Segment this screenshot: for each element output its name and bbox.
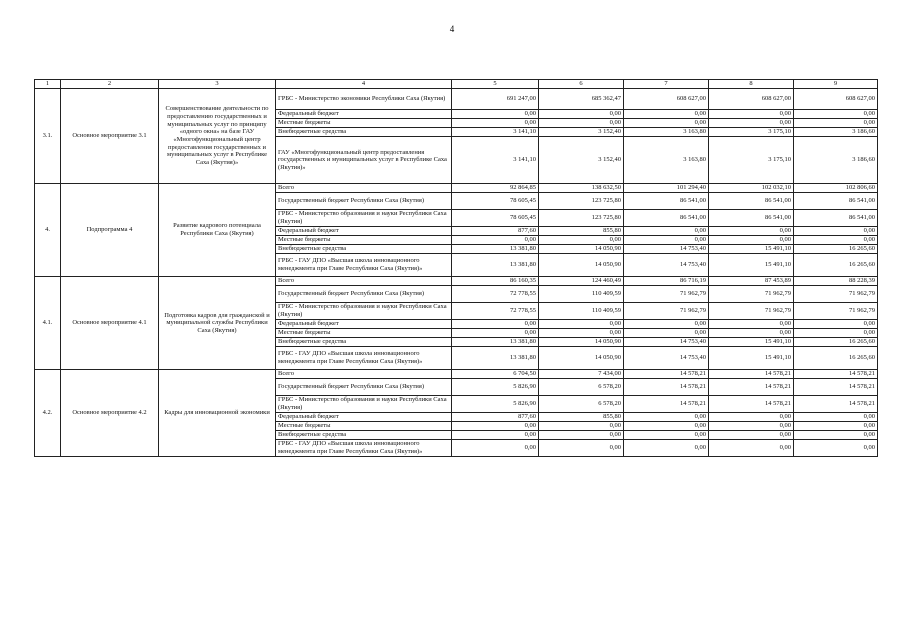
funding-source-label: Государственный бюджет Республики Саха (Якутия)	[276, 286, 452, 303]
amount-cell: 691 247,00	[452, 89, 539, 110]
amount-cell: 0,00	[539, 431, 624, 440]
amount-cell: 0,00	[452, 236, 539, 245]
amount-cell: 92 864,85	[452, 184, 539, 193]
amount-cell: 14 578,21	[624, 370, 709, 379]
funding-source-label: ГРБС - Министерство образования и науки Республики Саха (Якутия)	[276, 210, 452, 227]
amount-cell: 0,00	[794, 320, 878, 329]
amount-cell: 14 578,21	[624, 396, 709, 413]
amount-cell: 86 541,00	[794, 193, 878, 210]
amount-cell: 110 409,59	[539, 286, 624, 303]
header-cell: 6	[539, 80, 624, 89]
amount-cell: 0,00	[624, 320, 709, 329]
amount-cell: 0,00	[794, 110, 878, 119]
amount-cell: 0,00	[452, 320, 539, 329]
amount-cell: 71 962,79	[794, 303, 878, 320]
amount-cell: 0,00	[709, 422, 794, 431]
amount-cell: 71 962,79	[709, 303, 794, 320]
amount-cell: 0,00	[539, 329, 624, 338]
funding-source-label: ГРБС - ГАУ ДПО «Высшая школа инновационного менеджмента при Главе Республики Саха (Якутия)»	[276, 254, 452, 277]
amount-cell: 0,00	[624, 329, 709, 338]
amount-cell: 16 265,60	[794, 254, 878, 277]
table-row	[35, 89, 878, 110]
amount-cell: 78 605,45	[452, 193, 539, 210]
budget-table	[34, 79, 878, 457]
amount-cell: 685 362,47	[539, 89, 624, 110]
amount-cell: 87 453,89	[709, 277, 794, 286]
funding-source-label: ГРБС - ГАУ ДПО «Высшая школа инновационного менеджмента при Главе Республики Саха (Якутия)»	[276, 440, 452, 457]
amount-cell: 102 806,60	[794, 184, 878, 193]
row-description: Подготовка кадров для гражданской и муниципальной службы Республики Саха (Якутия)	[159, 277, 276, 370]
row-code: 4.	[35, 184, 61, 277]
amount-cell: 0,00	[709, 320, 794, 329]
funding-source-label: ГРБС - Министерство образования и науки Республики Саха (Якутия)	[276, 396, 452, 413]
amount-cell: 608 627,00	[624, 89, 709, 110]
amount-cell: 0,00	[794, 236, 878, 245]
amount-cell: 3 163,80	[624, 137, 709, 184]
amount-cell: 0,00	[452, 329, 539, 338]
amount-cell: 0,00	[709, 440, 794, 457]
amount-cell: 608 627,00	[709, 89, 794, 110]
amount-cell: 0,00	[452, 431, 539, 440]
table-row	[35, 184, 878, 193]
funding-source-label: Федеральный бюджет	[276, 227, 452, 236]
amount-cell: 0,00	[624, 440, 709, 457]
amount-cell: 0,00	[452, 110, 539, 119]
amount-cell: 5 826,90	[452, 396, 539, 413]
amount-cell: 72 778,55	[452, 286, 539, 303]
funding-source-label: Местные бюджеты	[276, 329, 452, 338]
funding-source-label: Внебюджетные средства	[276, 431, 452, 440]
amount-cell: 3 175,10	[709, 128, 794, 137]
amount-cell: 0,00	[624, 431, 709, 440]
amount-cell: 101 294,40	[624, 184, 709, 193]
amount-cell: 14 578,21	[794, 379, 878, 396]
amount-cell: 14 578,21	[709, 379, 794, 396]
amount-cell: 123 725,80	[539, 193, 624, 210]
amount-cell: 0,00	[794, 422, 878, 431]
amount-cell: 855,80	[539, 227, 624, 236]
funding-source-label: Государственный бюджет Республики Саха (Якутия)	[276, 193, 452, 210]
amount-cell: 0,00	[709, 110, 794, 119]
amount-cell: 71 962,79	[624, 303, 709, 320]
amount-cell: 0,00	[709, 227, 794, 236]
row-name: Основное мероприятие 3.1	[61, 89, 159, 184]
amount-cell: 3 152,40	[539, 137, 624, 184]
amount-cell: 6 578,20	[539, 396, 624, 413]
amount-cell: 0,00	[624, 422, 709, 431]
amount-cell: 14 578,21	[709, 396, 794, 413]
amount-cell: 0,00	[794, 227, 878, 236]
amount-cell: 0,00	[539, 422, 624, 431]
funding-source-label: Местные бюджеты	[276, 119, 452, 128]
amount-cell: 3 141,10	[452, 128, 539, 137]
amount-cell: 0,00	[709, 329, 794, 338]
amount-cell: 3 186,60	[794, 137, 878, 184]
amount-cell: 71 962,79	[624, 286, 709, 303]
amount-cell: 86 541,00	[624, 210, 709, 227]
page-number: 4	[449, 24, 455, 34]
funding-source-label: ГРБС - Министерство экономики Республики Саха (Якутия)	[276, 89, 452, 110]
amount-cell: 138 632,50	[539, 184, 624, 193]
amount-cell: 0,00	[452, 119, 539, 128]
amount-cell: 71 962,79	[709, 286, 794, 303]
amount-cell: 14 753,40	[624, 347, 709, 370]
amount-cell: 7 434,00	[539, 370, 624, 379]
amount-cell: 110 409,59	[539, 303, 624, 320]
amount-cell: 0,00	[624, 236, 709, 245]
amount-cell: 78 605,45	[452, 210, 539, 227]
amount-cell: 608 627,00	[794, 89, 878, 110]
row-code: 3.1.	[35, 89, 61, 184]
amount-cell: 86 541,00	[709, 210, 794, 227]
amount-cell: 3 175,10	[709, 137, 794, 184]
amount-cell: 6 704,50	[452, 370, 539, 379]
amount-cell: 15 491,10	[709, 347, 794, 370]
amount-cell: 13 381,80	[452, 245, 539, 254]
amount-cell: 13 381,80	[452, 347, 539, 370]
amount-cell: 3 163,80	[624, 128, 709, 137]
row-description: Развитие кадрового потенциала Республики Саха (Якутия)	[159, 184, 276, 277]
header-cell: 4	[276, 80, 452, 89]
amount-cell: 15 491,10	[709, 254, 794, 277]
funding-source-label: Федеральный бюджет	[276, 320, 452, 329]
amount-cell: 16 265,60	[794, 347, 878, 370]
amount-cell: 86 541,00	[709, 193, 794, 210]
amount-cell: 3 186,60	[794, 128, 878, 137]
header-cell: 9	[794, 80, 878, 89]
row-code: 4.1.	[35, 277, 61, 370]
amount-cell: 877,60	[452, 227, 539, 236]
amount-cell: 102 032,10	[709, 184, 794, 193]
row-name: Подпрограмма 4	[61, 184, 159, 277]
amount-cell: 0,00	[539, 110, 624, 119]
funding-source-label: ГАУ «Многофункциональный центр предоставления государственных и муниципальных услуг в Республике Саха (Якутия)»	[276, 137, 452, 184]
amount-cell: 14 050,90	[539, 254, 624, 277]
amount-cell: 13 381,80	[452, 254, 539, 277]
row-code: 4.2.	[35, 370, 61, 457]
amount-cell: 0,00	[539, 440, 624, 457]
amount-cell: 86 716,19	[624, 277, 709, 286]
amount-cell: 3 152,40	[539, 128, 624, 137]
table-row	[35, 277, 878, 286]
amount-cell: 877,60	[452, 413, 539, 422]
amount-cell: 0,00	[624, 227, 709, 236]
funding-source-label: Внебюджетные средства	[276, 338, 452, 347]
amount-cell: 15 491,10	[709, 245, 794, 254]
amount-cell: 6 578,20	[539, 379, 624, 396]
amount-cell: 86 160,35	[452, 277, 539, 286]
amount-cell: 123 725,80	[539, 210, 624, 227]
row-description: Совершенствование деятельности по предоставлению государственных и муниципальных услуг по принципу «одного окна» на базе ГАУ «Многофункциональный центр предоставления государственных и муниципальных услуг в Республике Саха (Якутия)»	[159, 89, 276, 184]
amount-cell: 0,00	[624, 119, 709, 128]
amount-cell: 14 578,21	[709, 370, 794, 379]
funding-source-label: Всего	[276, 370, 452, 379]
header-cell: 2	[61, 80, 159, 89]
funding-source-label: Федеральный бюджет	[276, 110, 452, 119]
amount-cell: 86 541,00	[794, 210, 878, 227]
amount-cell: 0,00	[539, 119, 624, 128]
amount-cell: 124 460,49	[539, 277, 624, 286]
row-name: Основное мероприятие 4.2	[61, 370, 159, 457]
row-name: Основное мероприятие 4.1	[61, 277, 159, 370]
amount-cell: 0,00	[709, 236, 794, 245]
amount-cell: 14 753,40	[624, 338, 709, 347]
header-cell: 5	[452, 80, 539, 89]
amount-cell: 0,00	[709, 119, 794, 128]
amount-cell: 16 265,60	[794, 245, 878, 254]
row-description: Кадры для инновационной экономики	[159, 370, 276, 457]
amount-cell: 14 050,90	[539, 245, 624, 254]
amount-cell: 14 578,21	[624, 379, 709, 396]
funding-source-label: Федеральный бюджет	[276, 413, 452, 422]
funding-source-label: Внебюджетные средства	[276, 128, 452, 137]
header-row	[35, 80, 878, 89]
funding-source-label: Всего	[276, 184, 452, 193]
amount-cell: 0,00	[452, 422, 539, 431]
amount-cell: 0,00	[709, 431, 794, 440]
amount-cell: 3 141,10	[452, 137, 539, 184]
amount-cell: 14 753,40	[624, 245, 709, 254]
funding-source-label: Всего	[276, 277, 452, 286]
amount-cell: 14 050,90	[539, 338, 624, 347]
header-cell: 8	[709, 80, 794, 89]
amount-cell: 14 753,40	[624, 254, 709, 277]
funding-source-label: Местные бюджеты	[276, 422, 452, 431]
amount-cell: 0,00	[794, 329, 878, 338]
amount-cell: 0,00	[624, 413, 709, 422]
amount-cell: 86 541,00	[624, 193, 709, 210]
funding-source-label: Внебюджетные средства	[276, 245, 452, 254]
amount-cell: 0,00	[709, 413, 794, 422]
amount-cell: 88 228,39	[794, 277, 878, 286]
amount-cell: 5 826,90	[452, 379, 539, 396]
table-row	[35, 370, 878, 379]
amount-cell: 855,80	[539, 413, 624, 422]
amount-cell: 71 962,79	[794, 286, 878, 303]
amount-cell: 14 578,21	[794, 370, 878, 379]
amount-cell: 0,00	[624, 110, 709, 119]
amount-cell: 0,00	[794, 440, 878, 457]
header-cell: 3	[159, 80, 276, 89]
header-cell: 1	[35, 80, 61, 89]
amount-cell: 16 265,60	[794, 338, 878, 347]
amount-cell: 14 050,90	[539, 347, 624, 370]
amount-cell: 0,00	[539, 236, 624, 245]
amount-cell: 0,00	[539, 320, 624, 329]
amount-cell: 0,00	[794, 119, 878, 128]
amount-cell: 15 491,10	[709, 338, 794, 347]
amount-cell: 0,00	[794, 431, 878, 440]
funding-source-label: ГРБС - Министерство образования и науки Республики Саха (Якутия)	[276, 303, 452, 320]
funding-source-label: Государственный бюджет Республики Саха (Якутия)	[276, 379, 452, 396]
amount-cell: 13 381,80	[452, 338, 539, 347]
amount-cell: 72 778,55	[452, 303, 539, 320]
header-cell: 7	[624, 80, 709, 89]
funding-source-label: ГРБС - ГАУ ДПО «Высшая школа инновационного менеджмента при Главе Республики Саха (Якутия)»	[276, 347, 452, 370]
funding-source-label: Местные бюджеты	[276, 236, 452, 245]
amount-cell: 0,00	[452, 440, 539, 457]
amount-cell: 14 578,21	[794, 396, 878, 413]
amount-cell: 0,00	[794, 413, 878, 422]
